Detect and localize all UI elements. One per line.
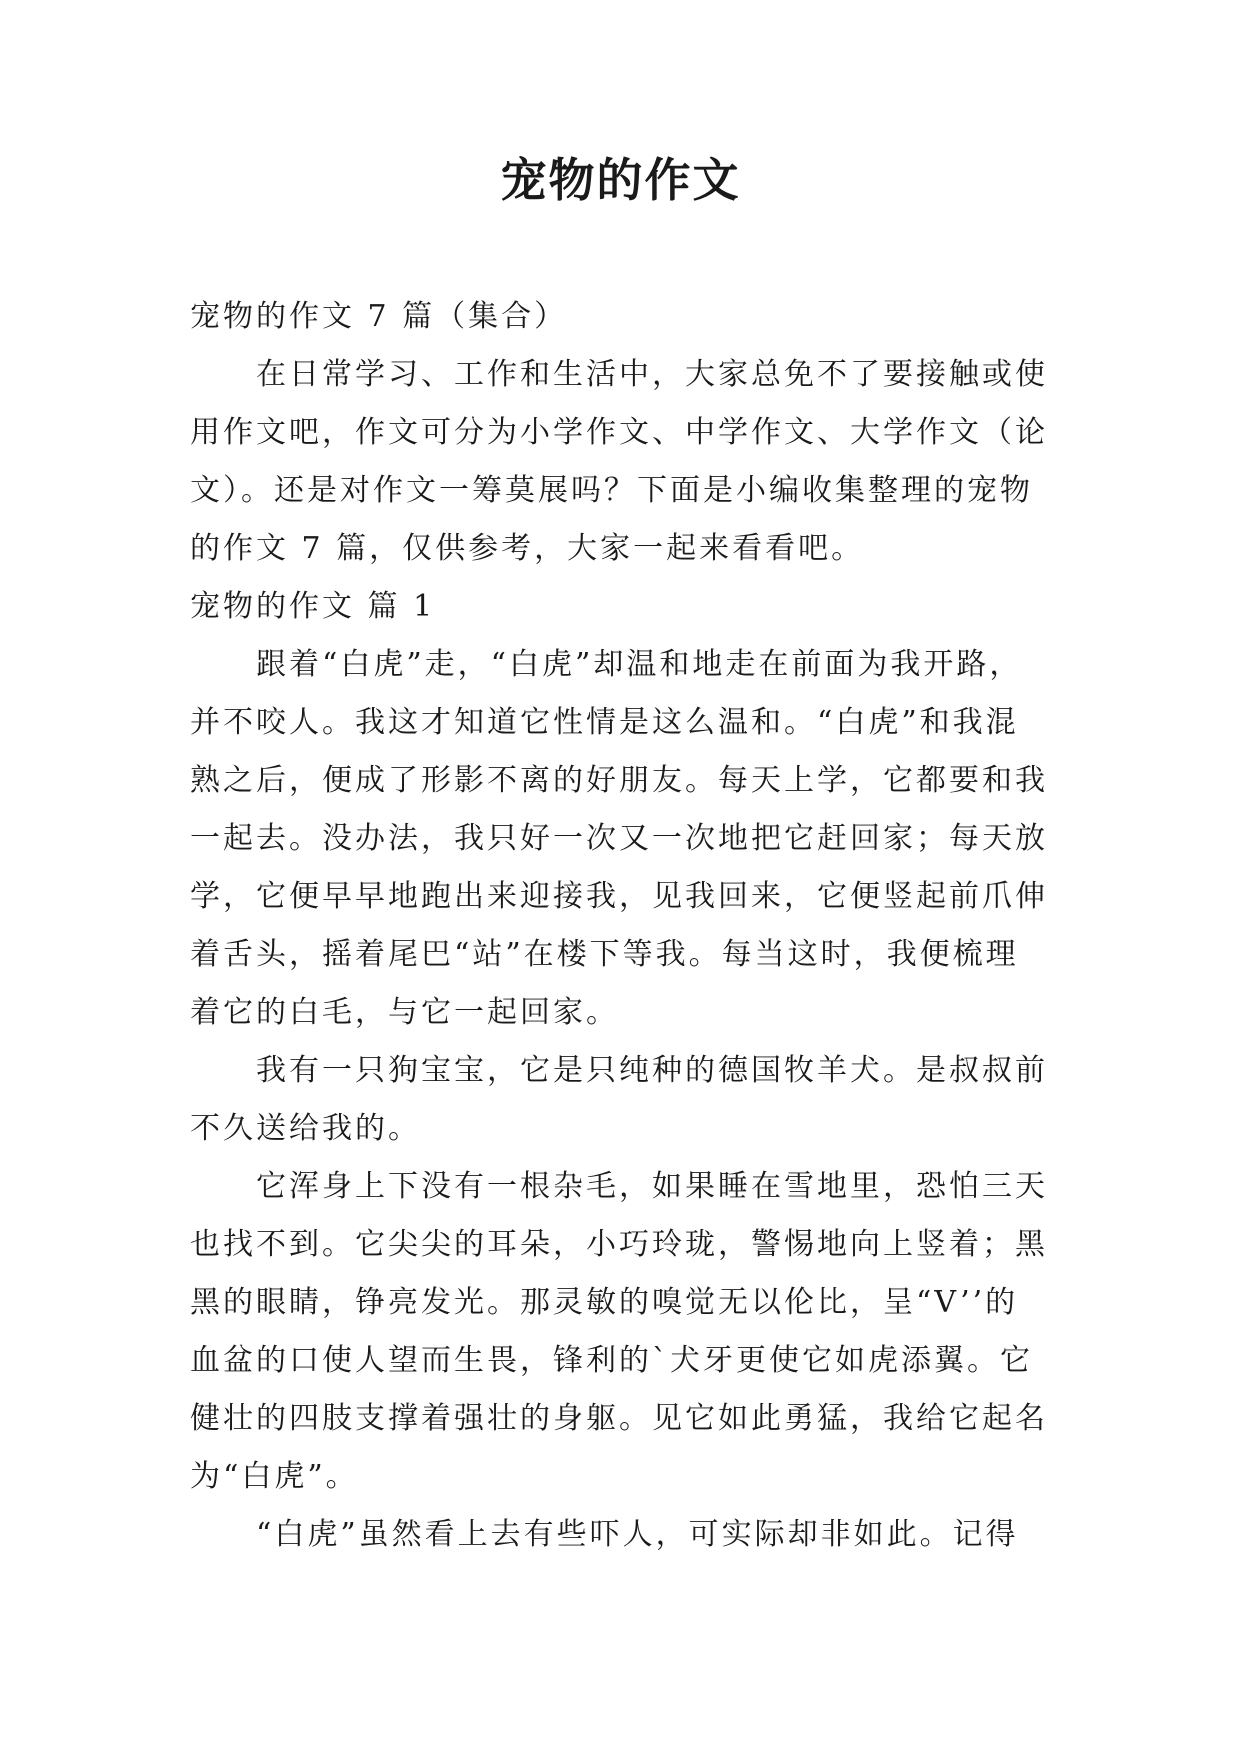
text-line: 并不咬人。我这才知道它性情是这么温和。“白虎”和我混	[190, 705, 1019, 740]
section-heading: 宠物的作文 篇 1	[190, 589, 436, 624]
text-line: 学，它便早早地跑出来迎接我，见我回来，它便竖起前爪伸	[190, 879, 1048, 914]
text-line: 的作文 7 篇，仅供参考，大家一起来看看吧。	[190, 531, 865, 566]
text-line: 跟着“白虎”走，“白虎”却温和地走在前面为我开路，	[256, 647, 1023, 682]
text-line: 我有一只狗宝宝，它是只纯种的德国牧羊犬。是叔叔前	[256, 1053, 1048, 1088]
text-line: 熟之后，便成了形影不离的好朋友。每天上学，它都要和我	[190, 763, 1048, 798]
document-subtitle: 宠物的作文 7 篇（集合）	[190, 299, 568, 334]
text-line: “白虎”虽然看上去有些吓人，可实际却非如此。记得	[256, 1517, 1019, 1552]
text-line: 一起去。没办法，我只好一次又一次地把它赶回家；每天放	[190, 821, 1048, 856]
text-line: 用作文吧，作文可分为小学作文、中学作文、大学作文（论	[190, 415, 1048, 450]
document-title: 宠物的作文	[500, 153, 741, 207]
text-line: 也找不到。它尖尖的耳朵，小巧玲珑，警惕地向上竖着；黑	[190, 1227, 1048, 1262]
document-body	[190, 288, 1052, 1564]
text-line: 不久送给我的。	[190, 1111, 421, 1146]
text-line: 为“白虎”。	[190, 1459, 359, 1494]
text-line: 文）。还是对作文一筹莫展吗？下面是小编收集整理的宠物	[190, 473, 1033, 508]
text-line: 它浑身上下没有一根杂毛，如果睡在雪地里，恐怕三天	[256, 1169, 1048, 1204]
paragraph-3	[190, 1158, 1052, 1506]
paragraph-4	[190, 1506, 1052, 1564]
text-line: 健壮的四肢支撑着强壮的身躯。见它如此勇猛，我给它起名	[190, 1401, 1048, 1436]
text-line: 黑的眼睛，铮亮发光。那灵敏的嗅觉无以伦比，呈“V’’的	[190, 1285, 1019, 1320]
text-line: 在日常学习、工作和生活中，大家总免不了要接触或使	[256, 357, 1048, 392]
intro-paragraph	[190, 346, 1052, 578]
text-line: 着舌头，摇着尾巴“站”在楼下等我。每当这时，我便梳理	[190, 937, 1019, 972]
paragraph-2	[190, 1042, 1052, 1158]
text-line: 着它的白毛，与它一起回家。	[190, 995, 619, 1030]
paragraph-1	[190, 636, 1052, 1042]
text-line: 血盆的口使人望而生畏，锋利的`犬牙更使它如虎添翼。它	[190, 1343, 1033, 1378]
